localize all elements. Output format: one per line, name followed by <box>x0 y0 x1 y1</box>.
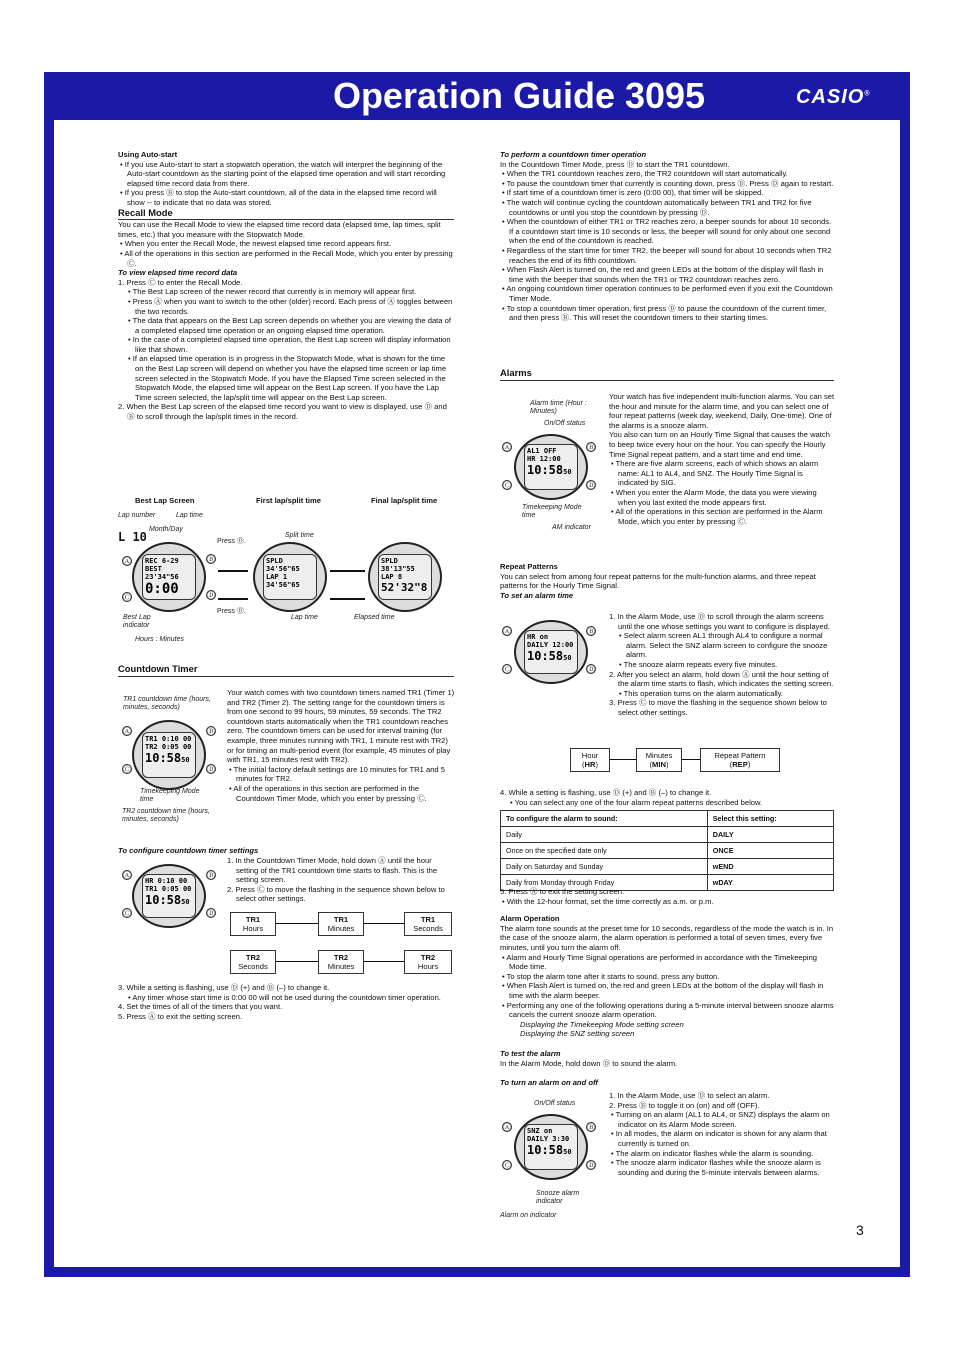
alarm-step: 1. In the Alarm Mode, use Ⓓ to scroll through the alarm screens until the one whose settings you want to configure is displayed. <box>609 612 830 631</box>
watch-first-lap <box>253 542 327 612</box>
seq-box: TR2 Minutes <box>318 950 364 974</box>
alarms-bullet: • All of the operations in this section are performed in the Alarm Mode, which you enter by pressing Ⓒ. <box>611 507 823 526</box>
table-row: Daily DAILY <box>501 827 834 843</box>
button-a: Ⓐ <box>123 871 131 880</box>
config-step: 1. In the Countdown Timer Mode, hold down Ⓐ until the hour setting of the TR1 countdown time starts to flash. This is the setting screen. <box>227 856 438 885</box>
seq-box: TR2 Hours <box>404 950 452 974</box>
press-d-label: Press Ⓓ. <box>217 538 246 545</box>
fig-label: Alarm time (Hour : Minutes) <box>530 400 587 415</box>
recall-heading: Recall Mode <box>118 208 454 221</box>
repeat-table <box>500 810 834 891</box>
watch-set-alarm <box>514 620 588 684</box>
fig-label: Lap number <box>118 512 156 519</box>
fig-label: Hours : Minutes <box>135 636 185 643</box>
countdown-sequence <box>230 910 455 974</box>
fig-label: TR2 countdown time (hours, minutes, seconds) <box>122 808 210 823</box>
perform-bullet: • When Flash Alert is turned on, the red and green LEDs at the bottom of the display will flash in time with the beeper that sounds when the TR1 or TR2 countdown reaches zero. <box>502 265 824 284</box>
alarm-op-bullet: • When Flash Alert is turned on, the red and green LEDs at the bottom of the display will flash in time with the alarm beeper. <box>502 981 824 1000</box>
alarm-step-bullet: • With the 12-hour format, set the time correctly as a.m. or p.m. <box>502 896 714 906</box>
lcd-display: SNZ on DAILY 3:30 10:5850 <box>524 1124 578 1170</box>
turn-bullet: • The snooze alarm indicator flashes while the snooze alarm is sounding and during the 5-minute intervals between alarms. <box>611 1158 821 1177</box>
watch-best-lap <box>132 542 206 612</box>
countdown-intro: Your watch comes with two countdown timers named TR1 (Timer 1) and TR2 (Timer 2). The setting range for the countdown timers is from one second to 99 hours, 59 minutes, 59 seconds. The TR2 countdown starts automatically when the TR1 countdown reaches zero. The countdown timers can be used for interval training (for example, three minutes running with TR1, 1 minute rest with TR2) or for timing an multi-period event (for example, 45 minutes of play with TR1, 15 minutes rest with TR2). <box>227 688 455 765</box>
fig-label: On/Off status <box>534 1100 576 1107</box>
alarm-step-bullet: • The snooze alarm repeats every five minutes. <box>619 659 778 669</box>
alarm-step4 <box>500 788 834 807</box>
countdown-bullet: • The initial factory default settings are 10 minutes for TR1 and 5 minutes for TR2. <box>229 764 445 784</box>
config-step: 4. Set the times of all of the timers that you want. <box>118 1002 283 1012</box>
alarms-section <box>500 368 834 381</box>
seq-box: Repeat Pattern (REP) <box>700 748 780 772</box>
test-text: In the Alarm Mode, hold down Ⓓ to sound the alarm. <box>500 1058 678 1068</box>
watch-countdown <box>132 720 206 790</box>
alarms-intro: You also can turn on an Hourly Time Signal that causes the watch to beep twice every hour on the hour. You can specify the Hourly Time Signal repeat pattern, and a start time and end time. <box>609 430 830 459</box>
watch-turn-alarm <box>514 1114 588 1180</box>
arrow <box>364 961 404 962</box>
watch-final-lap <box>368 542 442 612</box>
seq-box: Minutes (MIN) <box>636 748 682 772</box>
fig-label: Lap time <box>291 614 318 621</box>
repeat-text: You can select from among four repeat patterns for the multi-function alarms, and three repeat patterns for the Hourly Time Signal. <box>500 571 816 591</box>
autostart-bullet: • If you press Ⓑ to stop the Auto-start countdown, all of the data in the elapsed time record will show -- to indicate that no data was stored. <box>120 188 437 207</box>
recall-intro: You can use the Recall Mode to view the elapsed time record data (elapsed time, lap times, split times, etc.) that you measure with the Stopwatch Mode. <box>118 220 441 239</box>
fig-label: Timekeeping Mode time <box>522 504 582 519</box>
recall-step-bullet: • The data that appears on the Best Lap screen depends on whether you are viewing the data of a completed elapsed time operation or an ongoing elapsed time operation. <box>128 316 451 335</box>
button-b: Ⓑ <box>587 443 595 452</box>
arrow <box>218 570 248 572</box>
recall-figure <box>118 494 454 646</box>
seq-box: Hour (HR) <box>570 748 610 772</box>
button-a: Ⓐ <box>503 1123 511 1132</box>
alarm-step: 3. Press Ⓒ to move the flashing in the sequence shown below to select other settings. <box>609 698 827 717</box>
alarm-op-bullet: • Alarm and Hourly Time Signal operations are performed in accordance with the Timekeeping Mode time. <box>502 952 818 972</box>
seq-box: TR2 Seconds <box>230 950 276 974</box>
page-number: 3 <box>856 1222 864 1238</box>
countdown-heading: Countdown Timer <box>118 664 454 677</box>
fig-label: On/Off status <box>544 420 586 427</box>
turn-subheading: To turn an alarm on and off <box>500 1078 598 1088</box>
perform-subheading: To perform a countdown timer operation <box>500 150 647 159</box>
alarms-text <box>609 392 835 526</box>
autostart-bullet: • If you use Auto-start to start a stopwatch operation, the watch will interpret the beginning of the Auto-start countdown as the starting point of the elapsed time operation and will start recording elapsed time record data from there. <box>120 159 446 188</box>
page-title: Operation Guide 3095 <box>332 75 706 116</box>
config-step: 5. Press Ⓐ to exit the setting screen. <box>118 1011 243 1021</box>
arrow <box>276 961 318 962</box>
fig-label: TR1 countdown time (hours, minutes, seconds) <box>123 696 211 711</box>
button-a: Ⓐ <box>503 627 511 636</box>
button-d: Ⓓ <box>207 591 215 600</box>
config-figure <box>118 858 222 930</box>
alarm-figure <box>500 398 606 538</box>
alarm-op-bullet: • Performing any one of the following operations during a 5-minute interval between snooze alarms cancels the current snooze alarm operation. <box>502 1000 834 1020</box>
table-row: Once on the specified date only ONCE <box>501 843 834 859</box>
recall-step: 2. When the Best Lap screen of the elapsed time record you want to view is displayed, use Ⓓ and Ⓑ to scroll through the lap/split times in the record. <box>118 402 447 422</box>
perform-bullet: • To stop a countdown timer operation, first press Ⓓ to pause the countdown of the current timer, and then press Ⓑ. This will reset the countdown timers to their starting times. <box>502 303 827 323</box>
countdown-section <box>118 664 454 677</box>
lcd-display: HR on DAILY 12:00 10:5850 <box>524 630 578 674</box>
recall-step: 1. Press Ⓒ to enter the Recall Mode. <box>118 277 243 287</box>
countdown-config <box>118 846 454 856</box>
alarms-bullet: • When you enter the Alarm Mode, the data you were viewing when you last exited the mode appears first. <box>611 487 817 507</box>
perform-bullet: • When the TR1 countdown reaches zero, the TR2 countdown will start automatically. <box>502 169 788 179</box>
watch-config <box>132 864 206 928</box>
perform-bullet: • When the countdown of either TR1 or TR2 reaches zero, a beeper sounds for about 10 seconds. If a countdown start time is 10 seconds or less, the beeper will sound for only about one second when the end of the countdown is reached. <box>502 217 832 246</box>
arrow <box>682 759 700 760</box>
button-d: Ⓓ <box>207 909 215 918</box>
countdown-bullet: • All of the operations in this section are performed in the Countdown Timer Mode, which you enter by pressing Ⓒ. <box>229 783 427 803</box>
turn-alarm-steps <box>609 1091 835 1177</box>
button-c: Ⓒ <box>123 909 131 918</box>
button-c: Ⓒ <box>503 665 511 674</box>
button-d: Ⓓ <box>587 665 595 674</box>
alarm-step-bullet: • This operation turns on the alarm automatically. <box>619 688 784 698</box>
alarm-step: 4. While a setting is flashing, use Ⓓ (+) and Ⓑ (–) to change it. <box>500 788 712 797</box>
autostart-heading: Using Auto-start <box>118 150 178 159</box>
fig-caption: First lap/split time <box>256 496 321 505</box>
recall-step-bullet: • Press Ⓐ when you want to switch to the other (older) record. Each press of Ⓐ toggles between the two records. <box>128 296 453 316</box>
turn-bullet: • Turning on an alarm (AL1 to AL4, or SNZ) displays the alarm on indicator on its Alarm Mode screen. <box>611 1110 830 1129</box>
config-steps <box>227 856 455 904</box>
fig-label: Best Lap indicator <box>123 614 151 629</box>
countdown-figure <box>118 694 222 828</box>
turn-bullet: • In all modes, the alarm on indicator is shown for any alarm that currently is turned on. <box>611 1129 827 1148</box>
brand-logo: CASIO® <box>796 86 871 108</box>
seq-box: TR1 Hours <box>230 912 276 936</box>
fig-label: Snooze alarm indicator <box>536 1190 580 1205</box>
button-a: Ⓐ <box>123 557 131 566</box>
alarm-op-bullet: • To stop the alarm tone after it starts to sound, press any button. <box>502 971 720 981</box>
turn-alarm-figure <box>500 1098 606 1222</box>
button-c: Ⓒ <box>503 481 511 490</box>
alarm-op-item: Displaying the Timekeeping Mode setting screen <box>520 1019 684 1029</box>
recall-subheading: To view elapsed time record data <box>118 268 238 278</box>
button-c: Ⓒ <box>503 1161 511 1170</box>
alarm-op-heading: Alarm Operation <box>500 914 560 924</box>
fig-caption: Best Lap Screen <box>135 496 195 505</box>
button-b: Ⓑ <box>587 627 595 636</box>
alarm-step-bullet: • Select alarm screen AL1 through AL4 to configure a normal alarm. Select the SNZ alarm screen to configure the snooze alarm. <box>619 631 828 660</box>
set-alarm-steps <box>609 612 835 718</box>
seq-box: TR1 Minutes <box>318 912 364 936</box>
table-row: To configure the alarm to sound: Select this setting: <box>501 811 834 827</box>
alarm-step-bullet: • You can select any one of the four alarm repeat patterns described below. <box>510 797 763 807</box>
perform-bullet: • The watch will continue cycling the countdown automatically between TR1 and TR2 for five countdowns or until you stop the countdown by pressing Ⓓ. <box>502 197 812 217</box>
button-d: Ⓓ <box>587 1161 595 1170</box>
seq-box: TR1 Seconds <box>404 912 452 936</box>
button-b: Ⓑ <box>207 871 215 880</box>
watch-alarm <box>514 434 588 500</box>
left-column <box>118 150 454 422</box>
lcd-display: SPLD 38'13"55 LAP 8 52'32"8 <box>378 554 432 600</box>
alarm-op-text: The alarm tone sounds at the preset time for 10 seconds, regardless of the mode the watch is in. In the case of the snooze alarm, the alarm operation is performed a total of seven times, every five minutes, until you turn the alarm off. <box>500 923 834 952</box>
perform-bullet: • To pause the countdown timer that currently is counting down, press Ⓓ. Press Ⓓ again to restart. <box>502 178 834 188</box>
alarm-sequence <box>570 748 810 774</box>
button-c: Ⓒ <box>123 765 131 774</box>
turn-step: 2. Press Ⓑ to toggle it on (on) and off (OFF). <box>609 1100 760 1110</box>
arrow <box>364 923 404 924</box>
fig-label: Alarm on indicator <box>500 1212 557 1219</box>
config-step: 2. Press Ⓒ to move the flashing in the sequence shown below to select other settings. <box>227 884 445 904</box>
set-alarm-figure <box>500 616 606 686</box>
table-row: Daily on Saturday and Sunday wEND <box>501 859 834 875</box>
perform-bullet: • Regardless of the start time for timer TR2, the beeper will sound for about 10 seconds when TR2 reaches the end of its fifth countdown. <box>502 245 832 265</box>
button-b: Ⓑ <box>207 555 215 564</box>
button-d: Ⓓ <box>587 481 595 490</box>
countdown-final-steps <box>118 983 454 1021</box>
table-row: Daily from Monday through Friday wDAY <box>501 875 834 891</box>
test-subheading: To test the alarm <box>500 1048 561 1058</box>
lcd-display: HR 0:10 00 TR1 0:05 00 10:5850 <box>142 874 196 918</box>
set-alarm-subheading: To set an alarm time <box>500 590 574 600</box>
button-d: Ⓓ <box>207 765 215 774</box>
recall-bullet: • When you enter the Recall Mode, the newest elapsed time record appears first. <box>120 239 392 249</box>
button-c: Ⓒ <box>123 593 131 602</box>
button-b: Ⓑ <box>207 727 215 736</box>
right-column <box>500 150 834 323</box>
fig-label: AM indicator <box>552 524 591 531</box>
config-step-bullet: • Any timer whose start time is 0:00 00 will not be used during the countdown timer operation. <box>128 992 441 1002</box>
alarm-step: 2. After you select an alarm, hold down Ⓐ until the hour setting of the alarm time starts to flash, which indicates the setting screen. <box>609 669 834 689</box>
alarm-op-section <box>500 887 834 1088</box>
fig-label: Lap time <box>176 512 203 519</box>
alarm-step: 5. Press Ⓐ to exit the setting screen. <box>500 887 625 896</box>
recall-step-bullet: • In the case of a completed elapsed time operation, the Best Lap screen will display information like that shown. <box>128 335 451 354</box>
perform-bullet: • If start time of a countdown timer is zero (0:00 00), that timer will be skipped. <box>502 188 764 198</box>
press-b-label: Press Ⓑ. <box>217 608 246 615</box>
alarms-intro: Your watch has five independent multi-function alarms. You can set the hour and minute for the alarm time, and you can select one of four repeat patterns (week day, weekend, Daily, One-time). One of the alarms is a snooze alarm. <box>609 392 835 430</box>
recall-step-bullet: • The Best Lap screen of the newer record that currently is in memory will appear first. <box>128 287 417 297</box>
countdown-subheading: To configure countdown timer settings <box>118 846 259 855</box>
arrow <box>330 598 365 600</box>
repeat-section <box>500 562 834 600</box>
alarms-heading: Alarms <box>500 368 834 381</box>
fig-label: Split time <box>285 532 314 539</box>
turn-step: 1. In the Alarm Mode, use Ⓓ to select an alarm. <box>609 1091 770 1100</box>
lcd-display: SPLD 34'56"65 LAP 1 34'56"65 <box>263 554 317 600</box>
lcd-display: TR1 0:10 00 TR2 0:05 00 10:5850 <box>142 732 196 778</box>
countdown-text <box>227 688 455 803</box>
recall-step-bullet: • If an elapsed time operation is in progress in the Stopwatch Mode, what is shown for the time on the Best Lap screen will depend on whether you have the elapsed time screen or lap time screen selected in the Stopwatch Mode. If you have the Elapsed Time screen selected in the Stopwatch Mode, the elapsed time will appear on the Best Lap screen. If you have the Lap Time screen selected, the lap/split time will appear on the Best Lap screen. <box>128 354 447 402</box>
lcd-display: REC 6-29 BEST 23'34"56 0:00 <box>142 554 196 600</box>
arrow <box>276 923 318 924</box>
arrow <box>330 570 365 572</box>
button-b: Ⓑ <box>587 1123 595 1132</box>
repeat-heading: Repeat Patterns <box>500 562 558 571</box>
fig-label: Timekeeping Mode time <box>140 788 200 803</box>
fig-label: Month/Day <box>149 526 183 533</box>
arrow <box>610 759 636 760</box>
alarms-bullet: • There are five alarm screens, each of which shows an alarm name: AL1 to AL4, and SNZ. The Hourly Time Signal is indicated by SIG. <box>611 459 819 488</box>
perform-bullet: • An ongoing countdown timer operation continues to be performed even if you exit the Countdown Timer Mode. <box>502 284 833 303</box>
turn-bullet: • The alarm on indicator flashes while the alarm is sounding. <box>611 1148 814 1158</box>
arrow <box>218 598 248 600</box>
config-step: 3. While a setting is flashing, use Ⓓ (+) and Ⓑ (–) to change it. <box>118 983 330 992</box>
recall-bullet: • All of the operations in this section are performed in the Recall Mode, which you enter by pressing Ⓒ. <box>120 248 453 268</box>
fig-label: Elapsed time <box>354 614 395 621</box>
lap-number-display: L 10 <box>118 530 147 544</box>
header-bar <box>44 72 910 120</box>
perform-intro: In the Countdown Timer Mode, press Ⓓ to start the TR1 countdown. <box>500 159 730 169</box>
button-a: Ⓐ <box>503 443 511 452</box>
button-a: Ⓐ <box>123 727 131 736</box>
alarm-op-item: Displaying the SNZ setting screen <box>520 1029 635 1039</box>
lcd-display: AL1 OFF HR 12:00 10:5850 <box>524 444 578 490</box>
fig-caption: Final lap/split time <box>371 496 438 505</box>
